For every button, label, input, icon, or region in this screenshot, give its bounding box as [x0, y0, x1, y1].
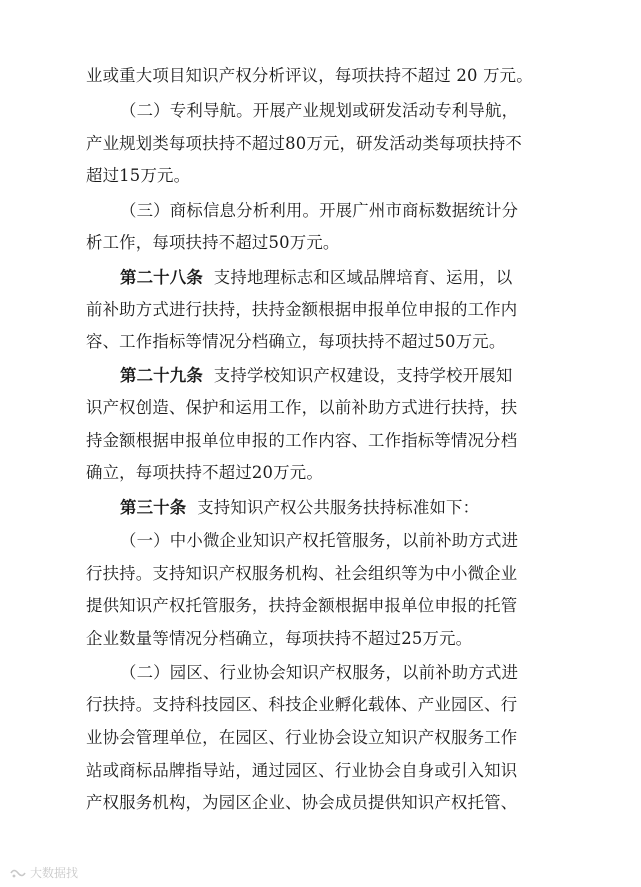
article-text: 支持地理标志和区域品牌培育、运用，以 — [213, 268, 513, 287]
text-line: 前补助方式进行扶持，扶持金额根据申报单位申报的工作内 — [86, 300, 518, 319]
text-line: 业协会管理单位，在园区、行业协会设立知识产权服务工作 — [86, 728, 518, 747]
text-line: 行扶持。支持科技园区、科技企业孵化载体、产业园区、行 — [86, 695, 518, 714]
text-line: 企业数量等情况分档确立，每项扶持不超过25万元。 — [86, 629, 473, 648]
watermark — [10, 864, 78, 881]
article-heading: 第二十九条 — [120, 366, 203, 385]
text-line: 识产权创造、保护和运用工作，以前补助方式进行扶持，扶 — [86, 398, 518, 417]
text-line: 超过15万元。 — [86, 166, 191, 185]
text-line: （二）园区、行业协会知识产权服务，以前补助方式进 — [120, 663, 519, 682]
article-text: 支持知识产权公共服务扶持标准如下： — [197, 498, 480, 517]
text-line: 产权服务机构，为园区企业、协会成员提供知识产权托管、 — [86, 793, 518, 812]
text-line: （二）专利导航。开展产业规划或研发活动专利导航， — [120, 101, 519, 120]
text-line — [120, 493, 556, 523]
text-line: 产业规划类每项扶持不超过80万元，研发活动类每项扶持不 — [86, 134, 523, 153]
text-line — [120, 361, 556, 391]
text-line: 容、工作指标等情况分档确立，每项扶持不超过50万元。 — [86, 332, 506, 351]
article-heading: 第二十八条 — [120, 268, 203, 287]
article-heading: 第三十条 — [120, 498, 187, 517]
text-line: 业或重大项目知识产权分析评议，每项扶持不超过 20 万元。 — [86, 66, 533, 85]
text-line: 析工作，每项扶持不超过50万元。 — [86, 233, 340, 252]
text-line: 站或商标品牌指导站，通过园区、行业协会自身或引入知识 — [86, 761, 518, 780]
text-line: 提供知识产权托管服务，扶持金额根据申报单位申报的托管 — [86, 596, 518, 615]
text-line: （一）中小微企业知识产权托管服务，以前补助方式进 — [120, 531, 519, 550]
article-text: 支持学校知识产权建设，支持学校开展知 — [213, 366, 513, 385]
text-line: 持金额根据申报单位申报的工作内容、工作指标等情况分档 — [86, 431, 518, 450]
watermark-logo-icon — [10, 867, 26, 879]
text-line: 确立，每项扶持不超过20万元。 — [86, 463, 323, 482]
text-line — [120, 263, 556, 293]
watermark-text: 大数据找 — [30, 866, 79, 880]
text-line: 行扶持。支持知识产权服务机构、社会组织等为中小微企业 — [86, 564, 518, 583]
text-line: （三）商标信息分析利用。开展广州市商标数据统计分 — [120, 201, 519, 220]
